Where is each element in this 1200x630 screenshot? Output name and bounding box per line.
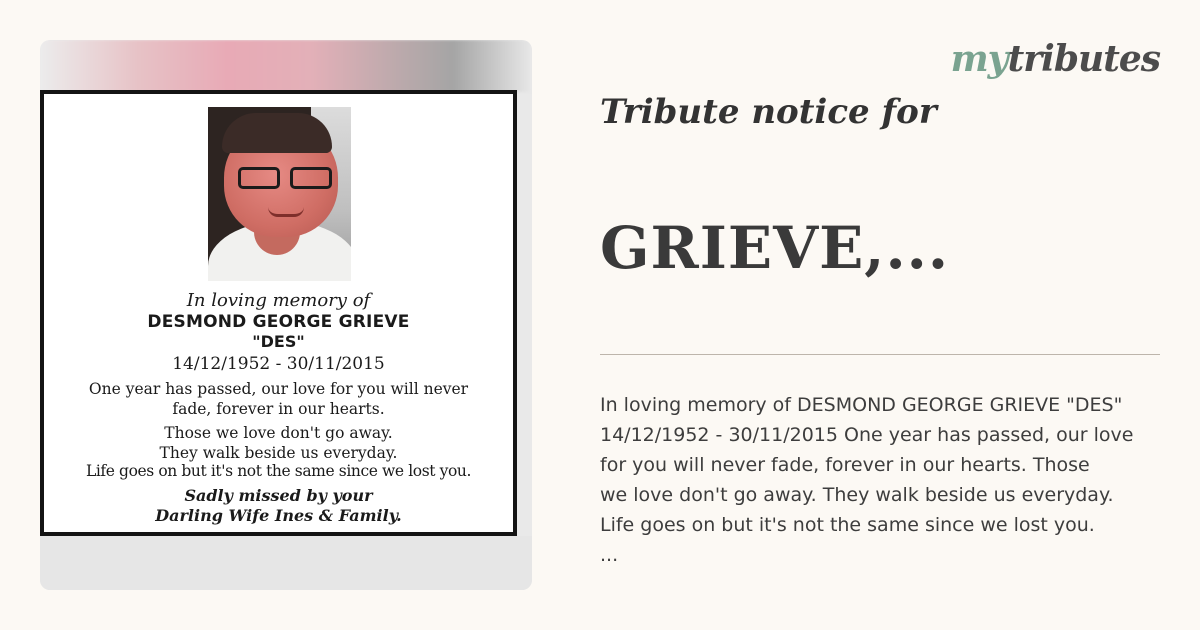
logo-tributes: tributes — [1007, 38, 1160, 80]
summary-line: for you will never fade, forever in our hearts. Those — [600, 454, 1090, 476]
notice-verse-line: One year has passed, our love for you will never — [88, 380, 469, 398]
notice-image-bottom-band — [40, 536, 532, 590]
deceased-name: GRIEVE,... — [600, 214, 950, 282]
notice-verse-line: fade, forever in our hearts. — [172, 400, 385, 418]
notice-signoff-line: Sadly missed by your — [184, 486, 373, 505]
summary-ellipsis: ... — [600, 544, 619, 566]
notice-in-memory: In loving memory of — [186, 290, 371, 311]
notice-dates: 14/12/1952 - 30/11/2015 — [172, 354, 385, 374]
notice-verse-line: They walk beside us everyday. — [159, 444, 398, 462]
summary-line: we love don't go away. They walk beside us everyday. — [600, 484, 1114, 506]
notice-image-top-band — [40, 40, 532, 92]
notice-verse-line: Life goes on but it's not the same since we lost you. — [85, 462, 472, 480]
notice-image — [40, 40, 532, 590]
portrait-photo — [208, 107, 351, 281]
notice-paper — [40, 90, 517, 536]
notice-nickname: "DES" — [252, 332, 305, 351]
divider — [600, 354, 1160, 355]
tribute-heading: Tribute notice for — [600, 92, 937, 132]
summary-line: Life goes on but it's not the same since we lost you. — [600, 514, 1095, 536]
notice-full-name: DESMOND GEORGE GRIEVE — [147, 312, 410, 332]
mytributes-logo[interactable] — [951, 38, 1160, 80]
tribute-summary — [600, 390, 1160, 570]
summary-line: 14/12/1952 - 30/11/2015 One year has passed, our love — [600, 424, 1134, 446]
logo-my: my — [950, 38, 1008, 80]
summary-line: In loving memory of DESMOND GEORGE GRIEVE "DES" — [600, 394, 1123, 416]
notice-verse-line: Those we love don't go away. — [164, 424, 393, 442]
glasses — [238, 167, 280, 189]
notice-signoff-line: Darling Wife Ines & Family. — [155, 506, 402, 525]
